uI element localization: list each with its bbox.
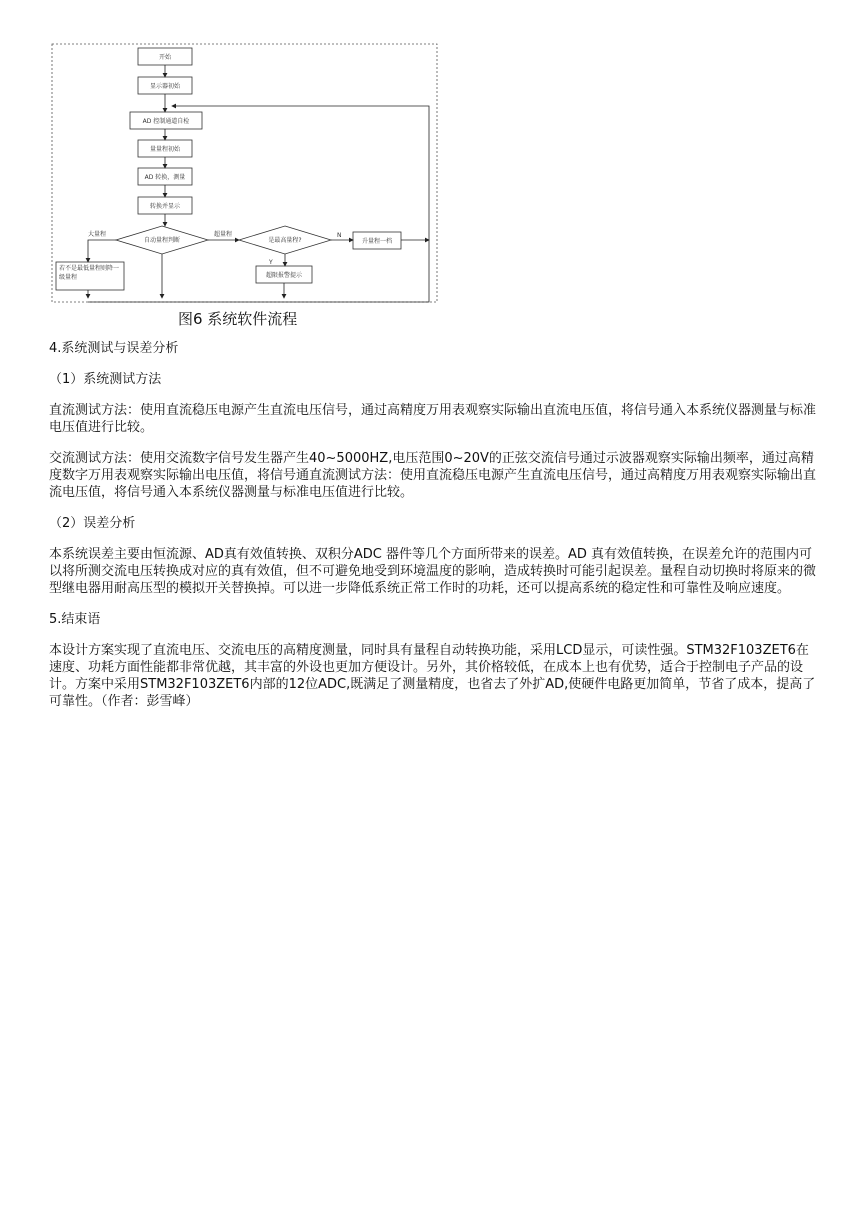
section-4-title: 4.系统测试与误差分析 — [49, 341, 179, 356]
node-over-range-alarm-label: 超限报警提示 — [265, 272, 303, 279]
section-5-paragraph: 本设计方案实现了直流电压、交流电压的高精度测量，同时具有量程自动转换功能，采用LCD显示，可读性强。STM32F103ZET6在速度、功耗方面性能都非常优越，其丰富的外设也更加方便设计。另外，其价格较低，在成本上也有优势，适合于控制电子产品的设计。方案中采用STM32F103ZET6内部的12位ADC,既满足了测量精度，也省去了外扩AD,使硬件电路更加简单，节省了成本，提高了可靠性。（作者：彭雪峰） — [49, 643, 816, 709]
node-display-init-label: 显示器初始 — [149, 83, 181, 90]
decision-max-range-label: 是最高量程? — [268, 237, 302, 244]
node-convert-display-label: 转换并显示 — [149, 203, 181, 210]
node-ad-convert-label: AD 转换，测量 — [144, 174, 186, 181]
section-4-1-title: （1）系统测试方法 — [49, 372, 162, 387]
flowchart-figure — [48, 40, 440, 332]
node-range-init-label: 量量程初始 — [149, 146, 181, 153]
section-5-title: 5.结束语 — [49, 612, 101, 627]
flowchart-svg — [48, 40, 440, 332]
label-over-range: 超量程 — [214, 231, 233, 238]
label-n: N — [337, 232, 342, 239]
node-ad-channel-check-label: AD 控制通道自检 — [142, 118, 190, 125]
node-range-up-label: 升量程一档 — [361, 238, 393, 245]
section-4-1-paragraph-ac: 交流测试方法：使用交流数字信号发生器产生40~5000HZ,电压范围0~20V的正弦交流信号通过示波器观察实际输出频率，通过高精度数字万用表观察实际输出电压值，将信号通直流测试方法：使用直流稳压电源产生直流电压信号，通过高精度万用表观察实际输出直流电压值，将信号通入本系统仪器测量与标准电压值进行比较。 — [49, 451, 817, 500]
section-4-2-paragraph: 本系统误差主要由恒流源、AD真有效值转换、双积分ADC 器件等几个方面所带来的误差。AD 真有效值转换，在误差允许的范围内可以将所测交流电压转换成对应的真有效值，但不可避免地受到环境温度的影响，造成转换时可能引起误差。量程自动切换时将原来的微型继电器用耐高压型的模拟开关替换掉。可以进一步降低系统正常工作时的功耗，还可以提高系统的稳定性和可靠性及响应速度。 — [49, 547, 817, 596]
figure-caption: 图6 系统软件流程 — [178, 310, 298, 328]
article-body — [49, 340, 821, 724]
node-start-label: 开始 — [158, 54, 172, 61]
label-y: Y — [269, 259, 273, 266]
node-range-down-label: 若不是最低量程则降一级量程 — [59, 265, 120, 281]
decision-auto-range-label: 自动量程判断 — [143, 237, 181, 244]
label-big-range: 大量程 — [88, 231, 107, 238]
section-4-1-paragraph-dc: 直流测试方法：使用直流稳压电源产生直流电压信号，通过高精度万用表观察实际输出直流电压值，将信号通入本系统仪器测量与标准电压值进行比较。 — [49, 403, 817, 435]
section-4-2-title: （2）误差分析 — [49, 516, 136, 531]
